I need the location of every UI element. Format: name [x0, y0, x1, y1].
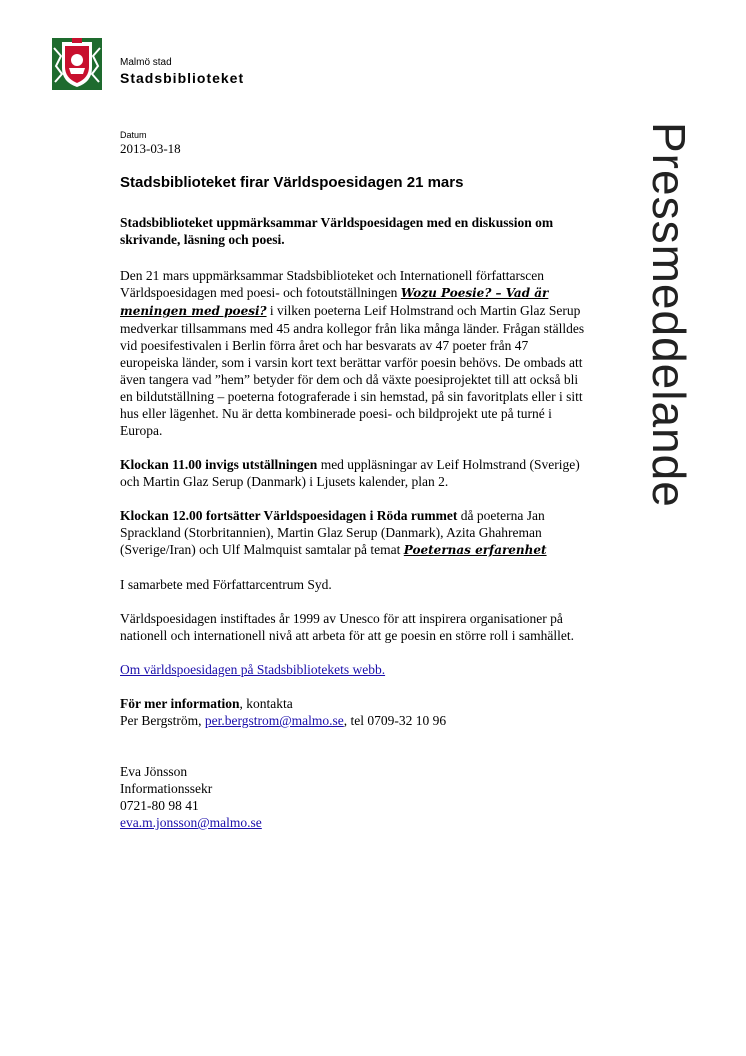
- signature-name: Eva Jönsson: [120, 764, 188, 779]
- world-poetry-day-link[interactable]: Om världspoesidagen på Stadsbibliotekets webb.: [120, 662, 386, 677]
- signature-title: Informationssekr: [120, 781, 213, 796]
- press-release-body: [120, 130, 590, 831]
- intro-text-a: Den 21 mars uppmärksammar Stadsbiblioteket och Internationell författarscen Världspoesidagen med poesi- och fotoutställningen: [120, 268, 544, 300]
- contact-email-link[interactable]: per.bergstrom@malmo.se: [204, 713, 344, 728]
- signature-phone: 0721-80 98 41: [120, 798, 199, 813]
- discussion-theme: Poeternas erfarenhet: [403, 543, 547, 557]
- signature-block: [120, 763, 590, 831]
- date-value: 2013-03-18: [120, 141, 181, 156]
- vertical-press-release-label: [638, 122, 708, 562]
- paragraph-partner: I samarbete med Författarcentrum Syd.: [120, 577, 332, 592]
- org-name: Stadsbiblioteket: [120, 70, 245, 86]
- opening-details: med uppläsningar av Leif Holmstrand (Sverige) och Martin Glaz Serup (Danmark) i Ljusets kalender, plan 2.: [120, 457, 580, 489]
- paragraph-discussion: [120, 507, 590, 559]
- page-title: Stadsbiblioteket firar Världspoesidagen 21 mars: [120, 174, 464, 191]
- paragraph-link: [120, 661, 590, 678]
- paragraph-background: Världspoesidagen instiftades år 1999 av Unesco för att inspirera organisationer på nationell och internationell nivå att arbeta för att ge poesin en större roll i samhället.: [120, 611, 574, 643]
- contact-phone: , tel 0709-32 10 96: [343, 713, 447, 728]
- lead-paragraph: Stadsbiblioteket uppmärksammar Världspoesidagen med en diskussion om skrivande, läsning och poesi.: [120, 215, 554, 247]
- contact-heading: För mer information: [120, 696, 240, 711]
- contact-info: [120, 695, 590, 729]
- signature-email-link[interactable]: eva.m.jonsson@malmo.se: [120, 815, 262, 830]
- date-label: Datum: [120, 130, 147, 140]
- contact-name: Per Bergström,: [120, 713, 205, 728]
- vertical-label-text: Pressmeddelande: [643, 122, 695, 508]
- discussion-details: då poeterna Jan Sprackland (Storbritannien), Martin Glaz Serup (Danmark), Azita Ghahreman (Sverige/Iran) och Ulf Malmquist samtalar på temat: [120, 508, 545, 557]
- contact-heading-rest: , kontakta: [239, 696, 293, 711]
- paragraph-opening: [120, 456, 590, 490]
- exhibition-title: Wozu Poesie? – Vad är meningen med poesi?: [120, 286, 549, 318]
- intro-text-b: i vilken poeterna Leif Holmstrand och Martin Glaz Serup medverkar tillsammans med 45 andra kollegor från lika många länder. Frågan ställdes vid poesifestivalen i Berlin förra året och har besvarats av 47 poeter från 47 europeiska länder, som i varsin kort text berättar varför poesin behövs. De ombads att även tangera vad ”hem” betyder för dem och då växte poesiprojektet till att också bli en bildutställning – poeterna fotograferade i sin hemstad, på sin favoritplats eller i sitt hus eller lägenhet. Nu är detta kombinerade poesi- och bildprojekt ute på turné i Europa.: [120, 303, 585, 438]
- org-name-small: Malmö stad: [120, 57, 172, 68]
- discussion-time: Klockan 12.00 fortsätter Världspoesidagen i Röda rummet: [120, 508, 458, 523]
- paragraph-intro: [120, 267, 590, 439]
- malmo-coat-of-arms-logo: [52, 38, 102, 90]
- opening-time: Klockan 11.00 invigs utställningen: [120, 457, 318, 472]
